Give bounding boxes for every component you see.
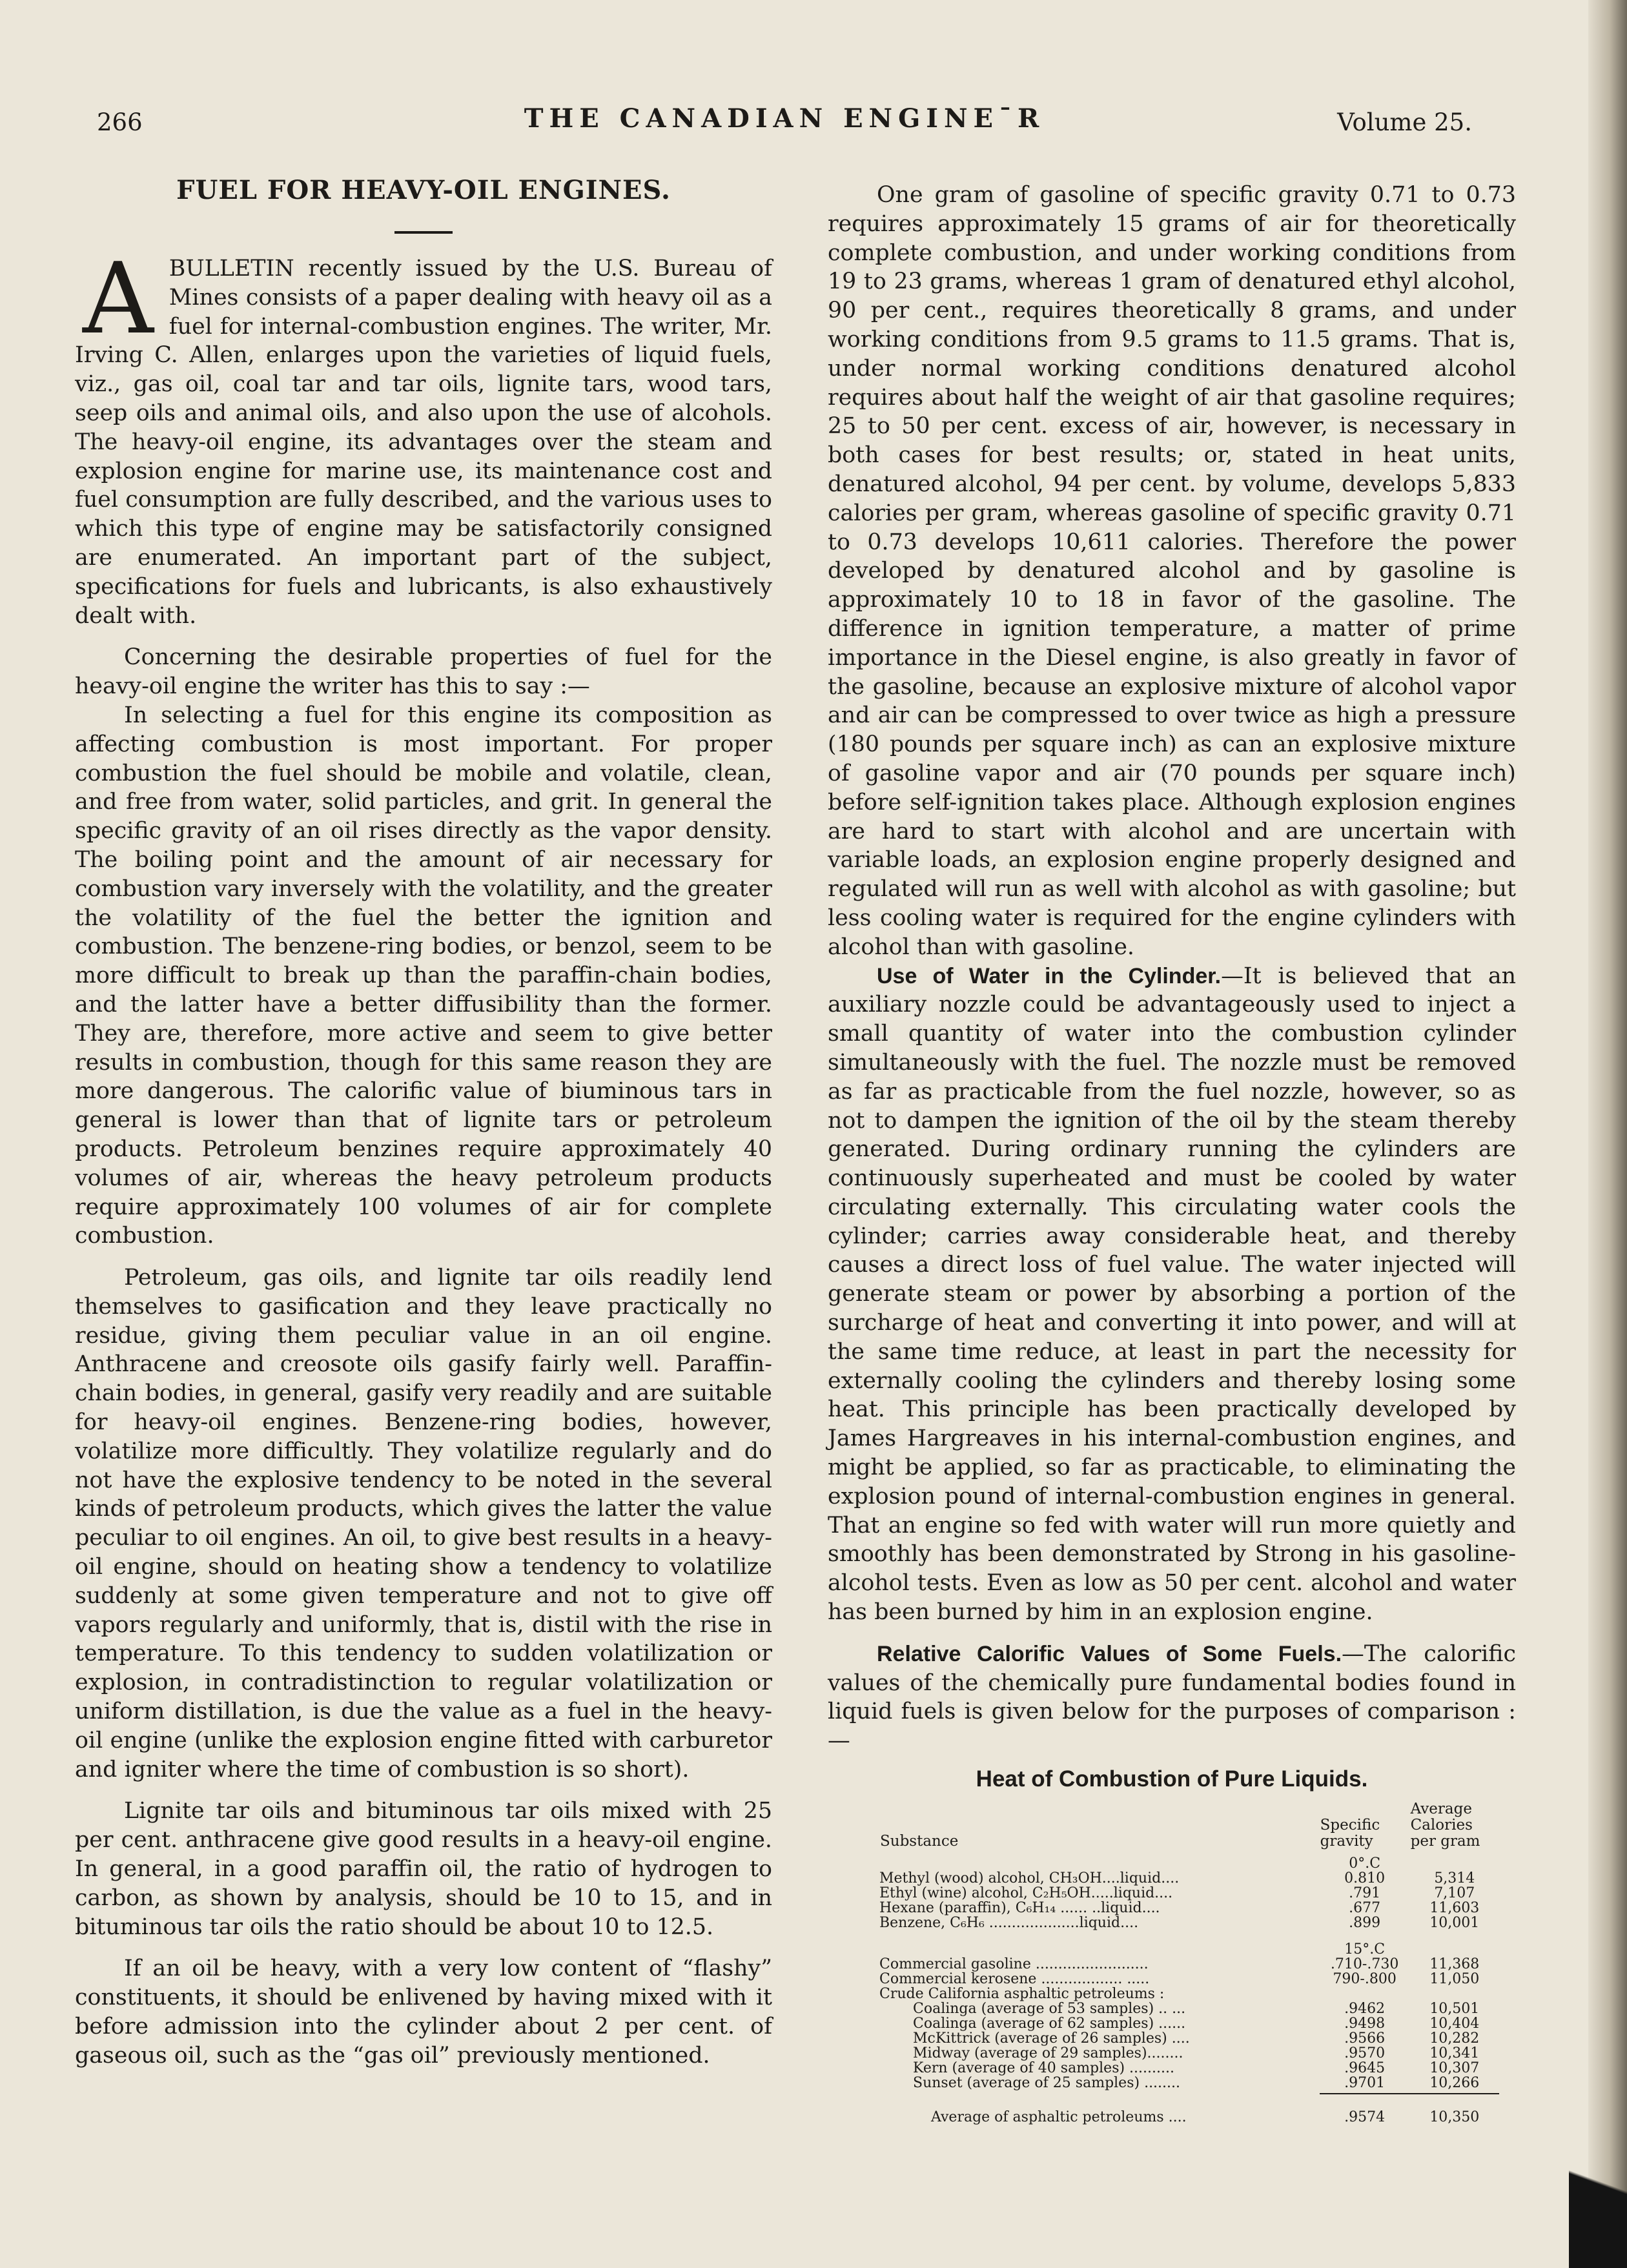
paragraph: One gram of gasoline of specific gravity 0.71 to 0.73 requires approximately 15 grams of air for theoretically complete combustion, and under working conditions from 19 to 23 grams, whereas 1 gram of denatured ethyl alcohol, 90 per cent., requires theoretically 8 grams, and under working conditions from 9.5 grams to 11.5 grams. That is, under normal working conditions denatured alcohol requires about half the weight of air that gasoline requires; 25 to 50 per cent. excess of air, however, is necessary in both cases for best results; or, stated in heat units, denatured alcohol, 94 per cent. by volume, develops 5,833 calories per gram, whereas gasoline of specific gravity 0.71 to 0.73 develops 10,611 calories. Therefore the power developed by denatured alcohol and by gasoline is approximately 10 to 18 in favor of the gasoline. The difference in ignition temperature, a matter of prime importance in the Diesel engine, is also greatly in favor of the gasoline, because an explosive mixture of alcohol vapor and air can be compressed to over twice as high a pressure (180 pounds per square inch) as can an explosive mixture of gasoline vapor and air (70 pounds per square inch) before self-ignition takes place. Although explosion engines are hard to start with alcohol and are uncertain with variable loads, an explosion engine properly designed and regulated will run as well with alcohol as with gasoline; but less cooling water is required for the engine cylinders with alcohol than with gasoline. [828, 182, 1516, 960]
table-title: Heat of Combustion of Pure Liquids. [976, 1766, 1368, 1792]
drop-cap: A [83, 241, 154, 356]
running-title: THE CANADIAN ENGINE¯R [524, 103, 1045, 134]
table-cell-substance: Hexane (paraffin), C₆H₁₄ ...... ..liquid.... [879, 1900, 1160, 1917]
table-cell-gravity: .9574 [1344, 2109, 1386, 2126]
page-edge-shadow [1588, 0, 1627, 2268]
paragraph: Concerning the desirable properties of fuel for the heavy-oil engine the writer has this to say :— [75, 644, 772, 700]
table-row [879, 2046, 1499, 2061]
heat-table [879, 1801, 1499, 2125]
table-cell-substance: McKittrick (average of 26 samples) .... [913, 2030, 1190, 2047]
right-column [828, 181, 1516, 2125]
paragraph: Petroleum, gas oils, and lignite tar oils readily lend themselves to gasification and they leave practically no residue, giving them peculiar value in an oil engine. Anthracene and creosote oils gasify fairly well. Paraffin-chain bodies, in general, gasify very readily and are suitable for heavy-oil engines. Benzene-ring bodies, however, volatilize more difficultly. They volatilize regularly and do not have the explosive tendency to be noted in the several kinds of petroleum products, which gives the latter the value peculiar to oil engines. An oil, to give best results in a heavy-oil engine, should on heating show a tendency to volatilize suddenly at some given temperature and not to give off vapors regularly and uniformly, that is, distil with the rise in temperature. To this tendency to sudden volatilization or explosion, in contradistinction to regular volatilization or uniform distillation, is due the value as a fuel in the heavy-oil engine (unlike the explosion engine fitted with carburetor and igniter where the time of combustion is so short). [75, 1265, 772, 1783]
table-row [879, 1987, 1499, 2001]
table-cell-substance: Average of asphaltic petroleums .... [931, 2109, 1187, 2125]
table-row [879, 2001, 1499, 2016]
table-group-1 [879, 1854, 1499, 1930]
section-heading: Use of Water in the Cylinder. [877, 963, 1222, 988]
table-row [879, 2076, 1499, 2090]
table-cell-calories: 11,050 [1429, 1971, 1480, 1988]
left-column [75, 174, 772, 2070]
table-cell-substance: Commercial gasoline ......................... [879, 1956, 1149, 1973]
table-cell-gravity: .899 [1349, 1915, 1381, 1932]
table-row [879, 2031, 1499, 2046]
volume-label: Volume 25. [1337, 108, 1472, 136]
table-cell-gravity: .791 [1349, 1885, 1381, 1902]
table-cell-substance: Sunset (average of 25 samples) ........ [913, 2075, 1181, 2092]
section-heading: Relative Calorific Values of Some Fuels. [877, 1641, 1342, 1666]
paragraph: Lignite tar oils and bituminous tar oils mixed with 25 per cent. anthracene give good results in a heavy-oil engine. In general, in a good paraffin oil, the ratio of hydrogen to carbon, as shown by analysis, should be 10 to 15, and in bituminous tar oils the ratio should be about 10 to 12.5. [75, 1798, 772, 1940]
header-calories: Average Calories per gram [1410, 1801, 1480, 1850]
table-row [879, 2016, 1499, 2031]
table-cell-gravity: .9462 [1344, 2001, 1386, 2018]
table-cell-calories: 7,107 [1434, 1885, 1475, 1902]
table-cell-calories [1410, 1987, 1499, 2001]
table-group-2 [879, 1930, 1499, 2090]
table-cell-gravity: .9645 [1344, 2060, 1386, 2077]
table-summary [879, 2090, 1499, 2125]
table-cell-calories: 10,266 [1429, 2075, 1480, 2092]
paragraph-text: BULLETIN recently issued by the U.S. Bureau of Mines consists of a paper dealing with heavy oil as a fuel for internal-combustion engines. The writer, Mr. Irving C. Allen, enlarges upon the varieties of liquid fuels, viz., gas oil, coal tar and tar oils, lignite tars, wood tars, seep oils and animal oils, and also upon the use of alcohols. The heavy-oil engine, its advantages over the steam and explosion engine for marine use, its maintenance cost and fuel consumption are fully described, and the various uses to which this type of engine may be satisfactorily consigned are enumerated. An important part of the subject, specifications for fuels and lubricants, is also exhaustively dealt with. [75, 256, 772, 629]
header-gravity: Specific gravity [1320, 1817, 1380, 1850]
paragraph [75, 241, 772, 630]
table-row [879, 2061, 1499, 2076]
table-cell-gravity [1320, 1987, 1410, 2001]
table-cell-substance: Midway (average of 29 samples)........ [913, 2045, 1183, 2062]
table-cell-substance: Crude California asphaltic petroleums : [879, 1986, 1165, 2003]
table-cell-substance: Coalinga (average of 53 samples) .. ... [913, 2001, 1186, 2018]
section-calorific [828, 1640, 1516, 1755]
article-title: FUEL FOR HEAVY-OIL ENGINES. [176, 175, 671, 205]
table-cell-gravity: .710-.730 [1330, 1956, 1399, 1973]
page-header [97, 103, 1472, 142]
table-cell-gravity: 790-.800 [1333, 1971, 1397, 1988]
condition-label: 15°.C [1344, 1941, 1386, 1958]
table-cell-gravity: .9566 [1344, 2030, 1386, 2047]
table-cell-substance: Ethyl (wine) alcohol, C₂H₅OH.....liquid.... [879, 1885, 1173, 1902]
section-water [828, 962, 1516, 1627]
header-substance: Substance [880, 1833, 959, 1850]
table-cell-substance: Coalinga (average of 62 samples) ...... [913, 2016, 1186, 2032]
table-row [879, 1871, 1499, 1886]
title-rule [394, 231, 453, 234]
table-cell-calories: 10,307 [1429, 2060, 1480, 2077]
table-cell-substance: Methyl (wood) alcohol, CH₃OH....liquid.... [879, 1870, 1180, 1887]
section-text: —The calorific values of the chemically pure fundamental bodies found in liquid fuels is given below for the purposes of comparison :— [828, 1640, 1517, 1754]
table-cell-calories: 10,282 [1429, 2030, 1480, 2047]
table-cell-calories: 5,314 [1434, 1870, 1475, 1887]
table-cell-calories: 11,603 [1429, 1900, 1480, 1917]
table-cell-gravity: .677 [1349, 1900, 1381, 1917]
table-cell-substance: Commercial kerosene .................. ..... [879, 1971, 1150, 1988]
condition-label: 0°.C [1349, 1855, 1381, 1872]
table-row [879, 1901, 1499, 1916]
page-number: 266 [97, 108, 143, 136]
table-cell-gravity: .9701 [1344, 2075, 1386, 2092]
table-row [879, 1916, 1499, 1930]
table-cell-calories: 10,404 [1429, 2016, 1480, 2032]
table-row [879, 1886, 1499, 1901]
table-cell-calories: 10,001 [1429, 1915, 1480, 1932]
table-cell-gravity: 0.810 [1344, 1870, 1386, 1887]
table-cell-calories: 10,341 [1429, 2045, 1480, 2062]
table-cell-gravity: .9570 [1344, 2045, 1386, 2062]
table-cell-calories: 11,368 [1429, 1956, 1480, 1973]
table-cell-calories: 10,350 [1429, 2109, 1480, 2126]
table-cell-gravity: .9498 [1344, 2016, 1386, 2032]
section-text: —It is believed that an auxiliary nozzle could be advantageously used to inject a small quantity of water into the combustion cylinder simultaneously with the fuel. The nozzle must be removed as far as practicable from the fuel nozzle, however, so as not to dampen the ignition of the oil by the steam thereby generated. During ordinary running the cylinders are continuously superheated and must be cooled by water circulating externally. This circulating water cools the cylinder; carries away considerable heat, and thereby causes a direct loss of fuel value. The water injected will generate steam or power by absorbing a portion of the surcharge of heat and converting it into power, and will at the same time reduce, at least in part the necessity for externally cooling the cylinders and thereby losing some heat. This principle has been practically developed by James Hargreaves in his internal-combustion engines, and might be applied, so far as practicable, to eliminating the explosion pound of internal-combustion engines in general. That an engine so fed with water will run more quietly and smoothly has been demonstrated by Strong in his gasoline-alcohol tests. Even as low as 50 per cent. alcohol and water has been burned by him in an explosion engine. [828, 963, 1517, 1626]
table-cell-substance: Benzene, C₆H₆ ....................liquid.... [879, 1915, 1139, 1932]
table-cell-calories: 10,501 [1429, 2001, 1480, 2018]
table-row [879, 1972, 1499, 1987]
table-cell-substance: Kern (average of 40 samples) .......... [913, 2060, 1174, 2077]
paragraph: In selecting a fuel for this engine its composition as affecting combustion is most important. For proper combustion the fuel should be mobile and volatile, clean, and free from water, solid particles, and grit. In general the specific gravity of an oil rises directly as the vapor density. The boiling point and the amount of air necessary for combustion vary inversely with the volatility, and the greater the volatility of the fuel the better the ignition and combustion. The benzene-ring bodies, or benzol, seem to be more difficult to break up than the paraffin-chain bodies, and the latter have a better diffusibility than the former. They are, therefore, more active and seem to give better results in combustion, though for this same reason they are more dangerous. The calorific value of biuminous tars in general is lower than that of lignite tars or petroleum products. Petroleum benzines require approximately 40 volumes of air, whereas the heavy petroleum products require approximately 100 volumes of air for complete combustion. [75, 702, 772, 1249]
page-corner-shadow [1569, 2126, 1627, 2268]
table-row [879, 1957, 1499, 1972]
paragraph: If an oil be heavy, with a very low content of “flashy” constituents, it should be enlivened by having mixed with it before admission into the cylinder about 2 per cent. of gaseous oil, such as the “gas oil” previously mentioned. [75, 1956, 772, 2069]
